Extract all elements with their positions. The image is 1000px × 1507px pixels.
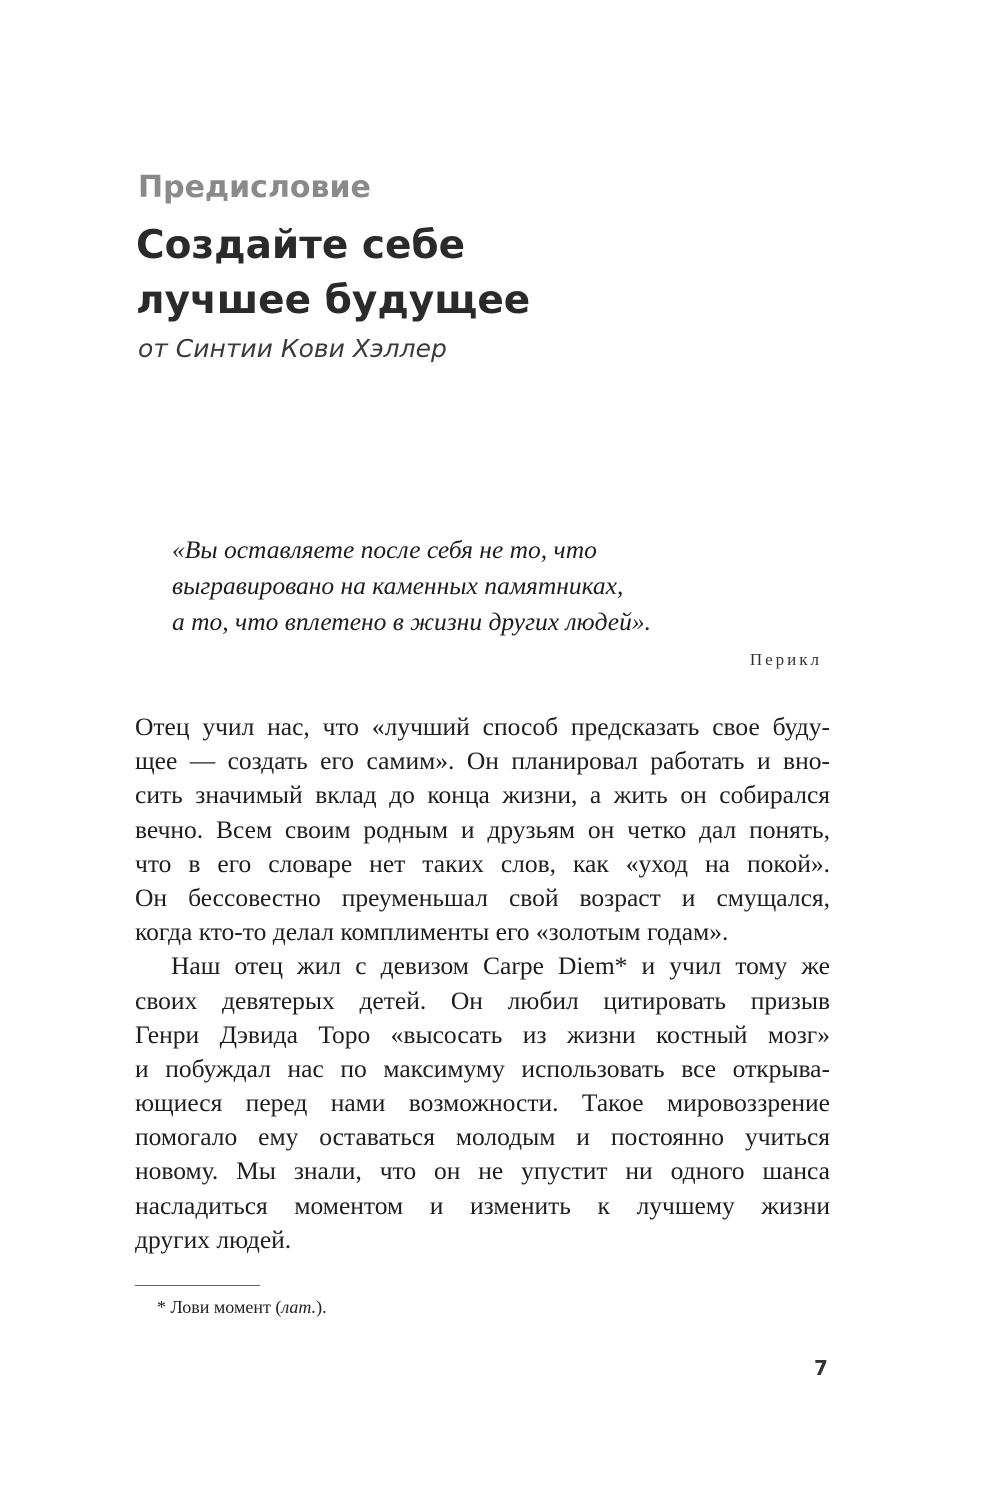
text-line: насладиться моментом и изменить к лучшему жизни — [135, 1190, 830, 1220]
paragraph-1 — [135, 710, 830, 949]
text-line: когда кто-то делал комплименты его «золотым годам». — [135, 917, 729, 947]
text-line: и побуждал нас по максимуму использовать все открыва- — [135, 1053, 830, 1083]
footnote — [157, 1297, 327, 1318]
text-line: Он бессовестно преуменьшал свой возраст и смущался, — [135, 882, 830, 912]
text-line: Наш отец жил с девизом Carpe Diem* и учил тому же — [171, 951, 830, 981]
epigraph-quote — [172, 532, 651, 640]
chapter-kicker: Предисловие — [138, 170, 371, 205]
text-line: ющиеся перед нами возможности. Такое мировоззрение — [135, 1088, 830, 1118]
page-number: 7 — [814, 1356, 828, 1380]
epigraph-author: Перикл — [749, 650, 822, 669]
footnote-paren-open: ( — [270, 1297, 282, 1317]
text-line: новому. Мы знали, что он не упустит ни одного шанса — [135, 1156, 830, 1186]
body-text — [135, 710, 830, 1257]
text-line: других людей. — [135, 1224, 292, 1254]
footnote-text: Лови момент — [170, 1297, 271, 1317]
footnote-divider — [135, 1285, 260, 1286]
text-line: помогало ему оставаться молодым и постоянно учиться — [135, 1122, 830, 1152]
epigraph-line: а то, что вплетено в жизни других людей». — [172, 607, 651, 636]
text-line: вечно. Всем своим родным и друзьям он четко дал понять, — [135, 814, 830, 844]
footnote-marker: * — [157, 1297, 166, 1317]
epigraph-line: выгравировано на каменных памятниках, — [172, 571, 624, 600]
footnote-language: лат. — [281, 1297, 317, 1317]
paragraph-2 — [135, 949, 830, 1257]
text-line: сить значимый вклад до конца жизни, а жить он собирался — [135, 780, 830, 810]
chapter-title — [136, 218, 530, 328]
chapter-title-line: лучшее будущее — [136, 278, 531, 323]
text-line: своих девятерых детей. Он любил цитировать призыв — [135, 985, 830, 1015]
text-line: Генри Дэвида Торо «высосать из жизни костный мозг» — [135, 1019, 830, 1049]
chapter-byline: от Синтии Кови Хэллер — [138, 334, 447, 363]
text-line: что в его словаре нет таких слов, как «уход на покой». — [135, 848, 830, 878]
text-line: Отец учил нас, что «лучший способ предсказать свое буду- — [135, 712, 830, 741]
footnote-paren-close: ). — [316, 1297, 327, 1317]
epigraph-line: «Вы оставляете после себя не то, что — [172, 535, 597, 564]
chapter-title-line: Создайте себе — [136, 223, 466, 268]
text-line: щее — создать его самим». Он планировал работать и вно- — [135, 746, 830, 776]
